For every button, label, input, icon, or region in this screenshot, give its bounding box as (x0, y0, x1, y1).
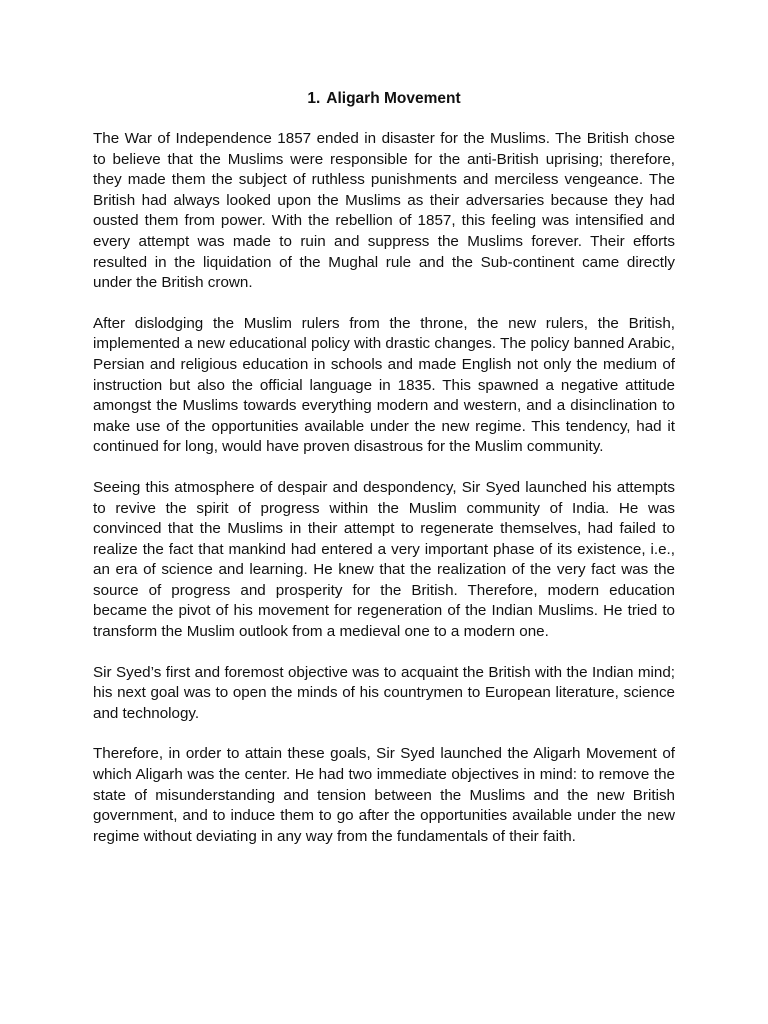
paragraph-3: Seeing this atmosphere of despair and despondency, Sir Syed launched his attempts to revive the spirit of progress within the Muslim community of India. He was convinced that the Muslims in their attempt to regenerate themselves, had failed to realize the fact that mankind had entered a very important phase of its existence, i.e., an era of science and learning. He knew that the realization of the very fact was the source of progress and prosperity for the British. Therefore, modern education became the pivot of his movement for regeneration of the Indian Muslims. He tried to transform the Muslim outlook from a medieval one to a modern one. (93, 478, 675, 641)
section-heading (0, 89, 768, 109)
paragraph-1: The War of Independence 1857 ended in disaster for the Muslims. The British chose to believe that the Muslims were responsible for the anti-British uprising; therefore, they made them the subject of ruthless punishments and merciless vengeance. The British had always looked upon the Muslims as their adversaries because they had ousted them from power. With the rebellion of 1857, this feeling was intensified and every attempt was made to ruin and suppress the Muslims forever. Their efforts resulted in the liquidation of the Mughal rule and the Sub-continent came directly under the British crown. (93, 130, 675, 292)
paragraph-2: After dislodging the Muslim rulers from the throne, the new rulers, the British, implemented a new educational policy with drastic changes. The policy banned Arabic, Persian and religious education in schools and made English not only the medium of instruction but also the official language in 1835. This spawned a negative attitude amongst the Muslims towards everything modern and western, and a disinclination to make use of the opportunities available under the new regime. This tendency, had it continued for long, would have proven disastrous for the Muslim community. (93, 314, 675, 456)
heading-number: 1. (307, 90, 321, 107)
body-text (93, 129, 675, 867)
paragraph-4: Sir Syed’s first and foremost objective was to acquaint the British with the Indian mind; his next goal was to open the minds of his countrymen to European literature, science and technology. (93, 663, 675, 722)
heading-title: Aligarh Movement (326, 90, 461, 107)
paragraph-5: Therefore, in order to attain these goals, Sir Syed launched the Aligarh Movement of which Aligarh was the center. He had two immediate objectives in mind: to remove the state of misunderstanding and tension between the Muslims and the new British government, and to induce them to go after the opportunities available under the new regime without deviating in any way from the fundamentals of their faith. (93, 745, 675, 845)
